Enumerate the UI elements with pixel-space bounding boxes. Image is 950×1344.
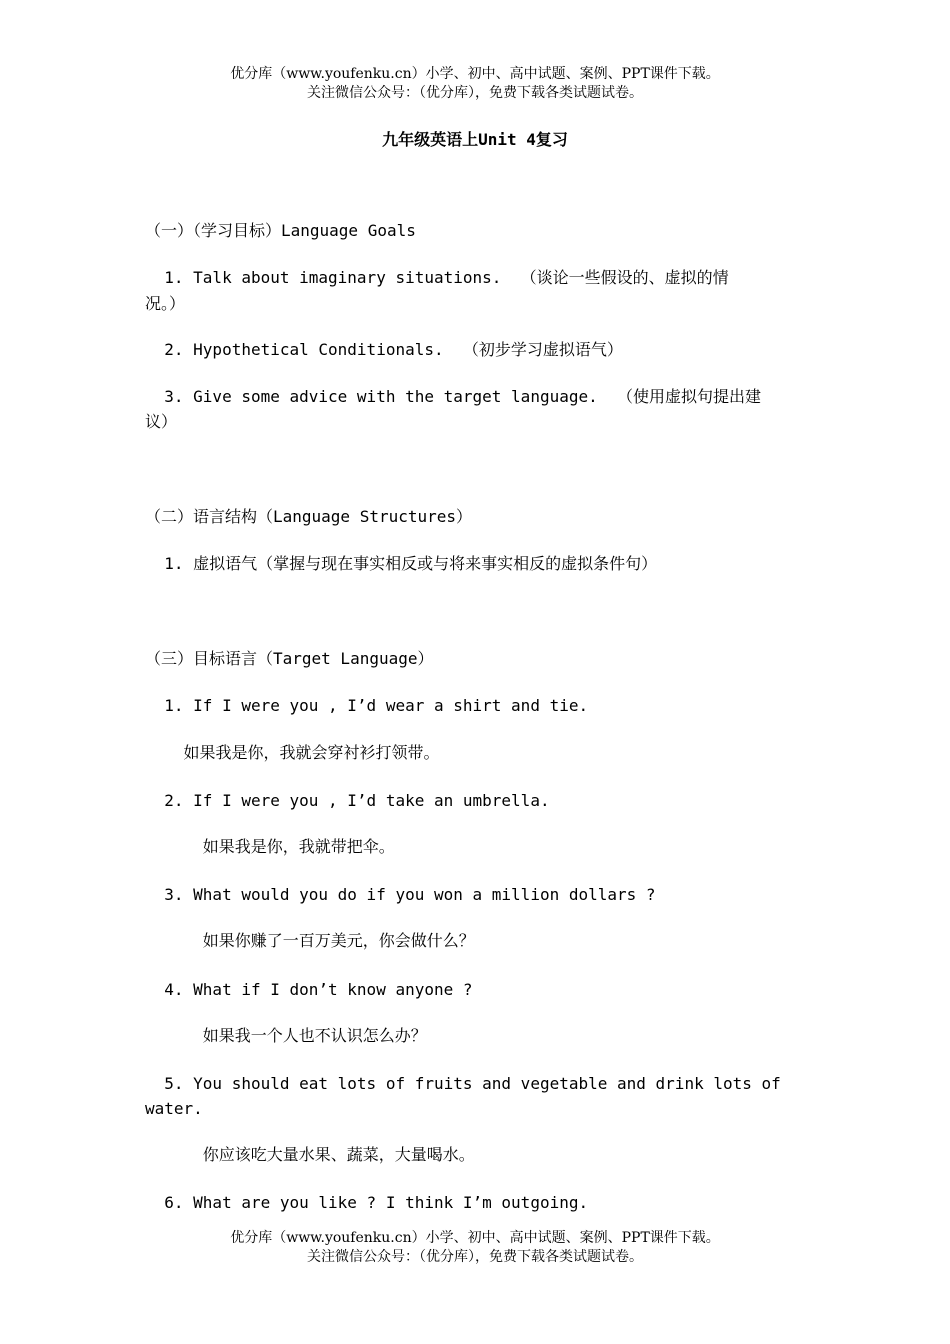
target-item-1-zh: 如果我是你，我就会穿衬衫打领带。 <box>145 743 440 762</box>
goal-item-2: 2. Hypothetical Conditionals. （初步学习虚拟语气） <box>145 340 623 359</box>
goal-item-1-line-2: 况。） <box>145 294 186 313</box>
goal-item-3-line-2: 议） <box>145 412 178 431</box>
target-item-3-zh: 如果你赚了一百万美元，你会做什么？ <box>145 931 475 950</box>
goal-item-1-line-1: 1. Talk about imaginary situations. （谈论一些假设的、虚拟的情 <box>145 268 729 287</box>
target-item-5-zh: 你应该吃大量水果、蔬菜，大量喝水。 <box>145 1145 475 1164</box>
section-heading: （二）语言结构（Language Structures） <box>145 507 473 526</box>
footer-line-1: 优分库（www.youfenku.cn）小学、初中、高中试题、案例、PPT课件下载。 <box>230 1230 720 1246</box>
header-line-2: 关注微信公众号：（优分库），免费下载各类试题试卷。 <box>307 85 643 101</box>
target-item-5-en-line-1: 5. You should eat lots of fruits and vegetable and drink lots of <box>145 1074 781 1093</box>
structure-item-1: 1. 虚拟语气（掌握与现在事实相反或与将来事实相反的虚拟条件句） <box>145 554 658 573</box>
footer-line-2: 关注微信公众号：（优分库），免费下载各类试题试卷。 <box>307 1249 643 1265</box>
target-item-5-en-line-2: water. <box>145 1099 203 1118</box>
target-item-2-en: 2. If I were you , I’d take an umbrella. <box>145 791 550 810</box>
goal-item-3-line-1: 3. Give some advice with the target language. （使用虚拟句提出建 <box>145 387 762 406</box>
target-item-6-en: 6. What are you like ? I think I’m outgoing. <box>145 1193 589 1212</box>
target-item-2-zh: 如果我是你，我就带把伞。 <box>145 837 395 856</box>
target-item-3-en: 3. What would you do if you won a million dollars ? <box>145 885 656 904</box>
target-item-1-en: 1. If I were you , I’d wear a shirt and tie. <box>145 696 589 715</box>
target-item-4-zh: 如果我一个人也不认识怎么办？ <box>145 1026 427 1045</box>
section-heading: （一）（学习目标）Language Goals <box>145 221 416 240</box>
section-heading: （三）目标语言（Target Language） <box>145 649 434 668</box>
header-line-1: 优分库（www.youfenku.cn）小学、初中、高中试题、案例、PPT课件下载。 <box>230 66 720 82</box>
target-item-4-en: 4. What if I don’t know anyone ? <box>145 980 473 999</box>
document-title: 九年级英语上Unit 4复习 <box>382 130 568 149</box>
